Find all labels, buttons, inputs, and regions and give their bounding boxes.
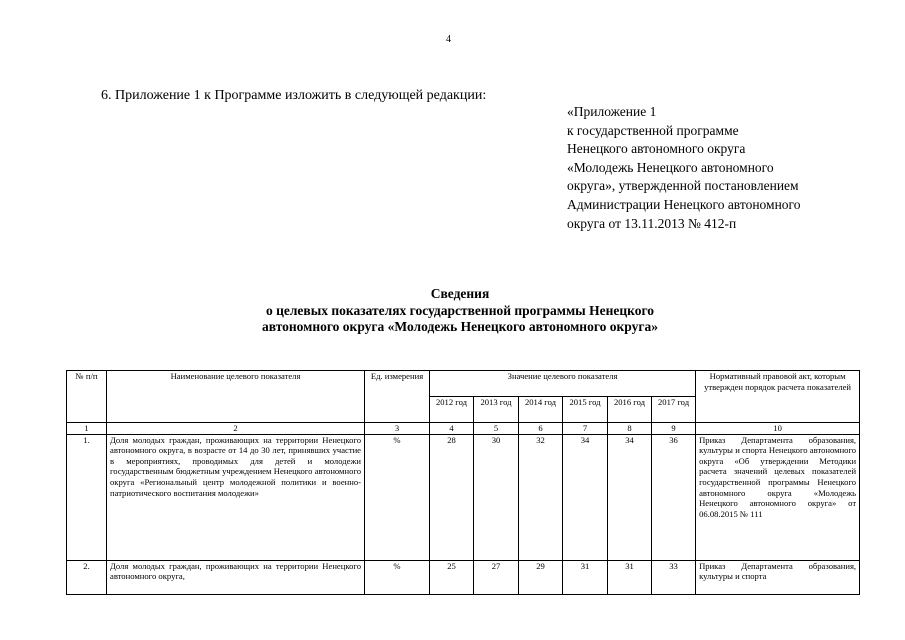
- page-number: 4: [446, 34, 451, 45]
- column-number: 7: [563, 423, 608, 435]
- column-number: 1: [67, 423, 107, 435]
- year-header: 2017 год: [652, 397, 696, 423]
- year-header: 2015 год: [563, 397, 608, 423]
- appendix-line: Ненецкого автономного округа: [567, 141, 746, 157]
- appendix-line: Администрации Ненецкого автономного: [567, 196, 801, 212]
- column-number: 3: [365, 423, 430, 435]
- table-header-row: [67, 371, 860, 397]
- header-name: Наименование целевого показателя: [107, 371, 365, 423]
- column-number: 10: [696, 423, 860, 435]
- indicator-name: Доля молодых граждан, проживающих на территории Ненецкого автономного округа,: [107, 560, 365, 594]
- year-header: 2013 год: [474, 397, 519, 423]
- header-act: Нормативный правовой акт, которым утвержден порядок расчета показателей: [696, 371, 860, 423]
- appendix-line: «Приложение 1: [567, 104, 657, 119]
- column-number: 5: [474, 423, 519, 435]
- value-cell: 33: [652, 560, 696, 594]
- value-cell: 29: [519, 560, 563, 594]
- header-num: № п/п: [67, 371, 107, 423]
- value-cell: 36: [652, 434, 696, 560]
- section-intro: 6. Приложение 1 к Программе изложить в следующей редакции:: [101, 88, 487, 103]
- column-number: 8: [608, 423, 652, 435]
- legal-act-cell: Приказ Департамента образования, культуры и спорта Ненецкого автономного округа «Об утверждении Методики расчета значений целевых показателей государственной программы Ненецкого автономного округа «Молодежь Ненецкого автономного округа» от 06.08.2015 № 111: [696, 434, 860, 560]
- column-number-row: [67, 423, 860, 435]
- column-number: 9: [652, 423, 696, 435]
- legal-act-cell: Приказ Департамента образования, культуры и спорта: [696, 560, 860, 594]
- year-header: 2016 год: [608, 397, 652, 423]
- indicator-name: Доля молодых граждан, проживающих на территории Ненецкого автономного округа, в возрасте от 14 до 30 лет, принявших участие в мероприятиях, проводимых для детей и молодежи государственным бюджетным учреждением Ненецкого автономного округа «Региональный центр молодежной политики и военно-патриотического воспитания молодежи»: [107, 434, 365, 560]
- indicators-table: [66, 370, 860, 595]
- column-number: 6: [519, 423, 563, 435]
- value-cell: 27: [474, 560, 519, 594]
- document-title: [160, 286, 760, 336]
- value-cell: 34: [563, 434, 608, 560]
- header-unit: Ед. измерения: [365, 371, 430, 423]
- row-number: 1.: [67, 434, 107, 560]
- title-line: о целевых показателях государственной программы Ненецкого: [265, 302, 655, 318]
- title-line: автономного округа «Молодежь Ненецкого автономного округа»: [261, 319, 658, 334]
- unit-cell: %: [365, 434, 430, 560]
- header-value: Значение целевого показателя: [430, 371, 696, 397]
- table-row: [67, 560, 860, 594]
- appendix-line: «Молодежь Ненецкого автономного: [567, 159, 774, 175]
- appendix-line: округа от 13.11.2013 № 412-п: [567, 215, 737, 231]
- year-header: 2012 год: [430, 397, 474, 423]
- appendix-line: к государственной программе: [567, 122, 739, 138]
- table-row: [67, 434, 860, 560]
- value-cell: 32: [519, 434, 563, 560]
- appendix-line: округа», утвержденной постановлением: [567, 178, 799, 194]
- row-number: 2.: [67, 560, 107, 594]
- value-cell: 31: [608, 560, 652, 594]
- value-cell: 30: [474, 434, 519, 560]
- value-cell: 34: [608, 434, 652, 560]
- year-header: 2014 год: [519, 397, 563, 423]
- title-line: Сведения: [430, 286, 490, 301]
- unit-cell: %: [365, 560, 430, 594]
- value-cell: 31: [563, 560, 608, 594]
- appendix-reference: [567, 103, 867, 233]
- value-cell: 25: [430, 560, 474, 594]
- column-number: 2: [107, 423, 365, 435]
- value-cell: 28: [430, 434, 474, 560]
- column-number: 4: [430, 423, 474, 435]
